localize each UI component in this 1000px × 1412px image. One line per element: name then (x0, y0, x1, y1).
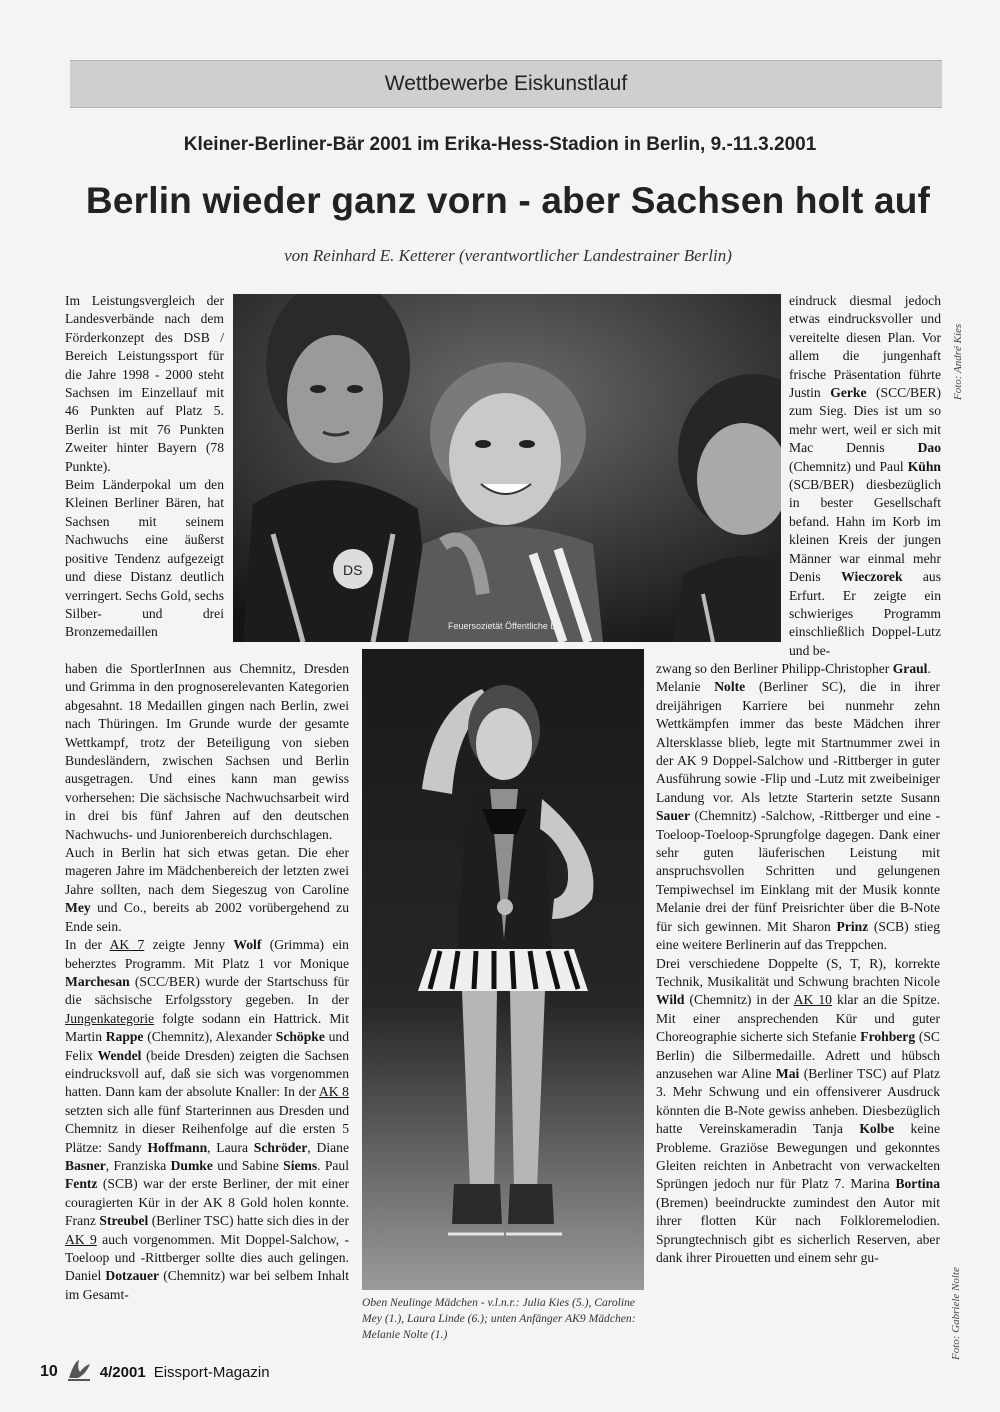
article-text-right-wide: zwang so den Berliner Philipp-Christopher Graul. Melanie Nolte (Berliner SC), die in ihrer dreijährigen Karriere bei nunmehr zehn Wettkämpfen immer das beste Mädchen ihrer Altersklasse blieb, legte mit Startnummer zwei in der AK 9 Doppel-Salchow und -Rittberger in guter Ausführung sowie -Flip und -Lutz mit zweibeiniger Landung vor. Als letzte Starterin setzte Susann Sauer (Chemnitz) -Salchow, -Rittberger und eine -Toeloop-Toeloop-Sprungfolge dagegen. Dank einer sehr guten läuferischen Leistung mit anspruchsvollen Schritten und gelungenen Tempiwechsel im Einklang mit der Musik konnte Melanie drei der fünf Preisrichter über die B-Note für sich gewinnen. Mit Sharon Prinz (SCB) stieg eine weitere Berlinerin auf das Treppchen. Drei verschiedene Doppelte (S, T, R), korrekte Technik, Musikalität und Schwung brachten Nicole Wild (Chemnitz) in der AK 10 klar an die Spitze. Mit einer ansprechenden Kür und guter Choreographie sicherte sich Stefanie Frohberg (SC Berlin) die Silbermedaille. Adrett und hübsch anzusehen war Aline Mai (Berliner TSC) auf Platz 3. Mehr Schwung und ein offensiverer Ausdruck könnten die B-Note gewiss anheben. Diesbezüglich hatte Vereinskameradin Tanja Kolbe keine Probleme. Graziöse Bewegungen und gekonntes Gleiten reichten in Anbetracht von verwackelten Sprüngen jedoch nur für Platz 7. Marina Bortina (Bremen) beeindruckte zumindest den Autor mit ihrer flotten Kür nach Folkloremelodien. Sprungtechnisch gibt es sicherlich Reserven, aber dank ihrer Pirouetten und einem sehr gu- (656, 661, 941, 1265)
jacket-badge-text: DS (343, 562, 363, 578)
article-headline: Berlin wieder ganz vorn - aber Sachsen holt auf (85, 180, 931, 221)
page-number: 10 (40, 1363, 58, 1380)
article-byline: von Reinhard E. Ketterer (verantwortlicher Landestrainer Berlin) (284, 246, 732, 265)
section-header-text: Wettbewerbe Eiskunstlauf (384, 72, 628, 95)
issue-number: 4/2001 (99, 1363, 146, 1381)
magazine-name: Eissport-Magazin (153, 1363, 270, 1381)
page-footer (40, 1358, 270, 1386)
article-subtitle: Kleiner-Berliner-Bär 2001 im Erika-Hess-Stadion in Berlin, 9.-11.3.2001 (183, 134, 817, 155)
jacket-sponsor-text: Feuersozietät Öffentliche L. (448, 621, 558, 631)
photo-credit-bottom: Foto: Gabriele Nolte (950, 1267, 962, 1360)
article-text-left-narrow: Im Leistungsvergleich der Landesverbände nach dem Förderkonzept des DSB / Bereich Leistungssport für die Jahre 1998 - 2000 steht Sachsen im Einzellauf mit 46 Punkten auf Platz 5. Berlin ist mit 76 Punkten Zweiter hinter Bayern (78 Punkte). Beim Länderpokal um den Kleinen Berliner Bären, hat Sachsen mit seinem Nachwuchs eine äußerst positive Tendenz aufgezeigt und diese Distanz deutlich verringert. Sechs Gold, sechs Silber- und drei Bronzemedaillen (65, 293, 224, 640)
photo-caption: Oben Neulinge Mädchen - v.l.n.r.: Julia Kies (5.), Caroline Mey (1.), Laura Linde (6.); unten Anfänger AK9 Mädchen: Melanie Nolte (1.) (362, 1296, 636, 1341)
magazine-logo-icon (66, 1358, 92, 1386)
photo-anfaenger-ak9 (362, 649, 644, 1290)
article-text-right-narrow: eindruck diesmal jedoch etwas eindrucksvoller und vereitelte diesen Plan. Vor allem die jungenhaft frische Präsentation führte Justin Gerke (SCC/BER) zum Sieg. Dies ist um so mehr wert, weil er sich mit Mac Dennis Dao (Chemnitz) und Paul Kühn (SCB/BER) diesbezüglich in bester Gesellschaft befand. Hahn im Korb im kleinen Kreis der jungen Männer war einmal mehr Denis Wieczorek aus Erfurt. Er zeigte ein schwieriges Programm einschließlich Doppel-Lutz und be- (789, 293, 941, 658)
photo-credit-top: Foto: André Kies (952, 323, 964, 400)
section-header (70, 60, 942, 108)
photo-neulinge-maedchen (233, 294, 781, 642)
article-text-left-wide: haben die SportlerInnen aus Chemnitz, Dresden und Grimma in den prognoserelevanten Kategorien abgesahnt. 18 Medaillen gingen nach Berlin, zwei nach Thüringen. Im Grunde wurde der gesamte Wettkampf, trotz der Beteiligung von sieben Bundesländern, zwischen Sachsen und Berlin ausgetragen. Und eines kann man gewiss vorhersehen: Die sächsische Nachwuchsarbeit wird in drei bis fünf Jahren auf den deutschen Nachwuchs- und Juniorenbereich durchschlagen. Auch in Berlin hat sich etwas getan. Die eher mageren Jahre im Mädchenbereich der letzten zwei Jahre sollten, nach dem Siegeszug von Caroline Mey und Co., bereits ab 2002 vorübergehend zu Ende sein. In der AK 7 zeigte Jenny Wolf (Grimma) ein beherztes Programm. Mit Platz 1 vor Monique Marchesan (SCC/BER) wurde der Startschuss für die sächsische Erfolgsstory gegeben. In der Jungenkategorie folgte sodann ein Hattrick. Mit Martin Rappe (Chemnitz), Alexander Schöpke und Felix Wendel (beide Dresden) zeigten die Sachsen eindrucksvoll auf, daß sie sich was vorgenommen hatten. Dann kam der absolute Knaller: In der AK 8 setzten sich alle fünf Starterinnen aus Dresden und Chemnitz in dieser Reihenfolge auf die ersten 5 Plätze: Sandy Hoffmann, Laura Schröder, Diane Basner, Franziska Dumke und Sabine Siems. Paul Fentz (SCB) war der erste Berliner, der mit einer couragierten Kür in der AK 8 Gold holen konnte. Franz Streubel (Berliner TSC) hatte sich dies in der AK 9 auch vorgenommen. Mit Doppel-Salchow, -Toeloop und -Rittberger sollte dies auch gelingen. Daniel Dotzauer (Chemnitz) war bei selbem Inhalt im Gesamt- (65, 661, 349, 1302)
